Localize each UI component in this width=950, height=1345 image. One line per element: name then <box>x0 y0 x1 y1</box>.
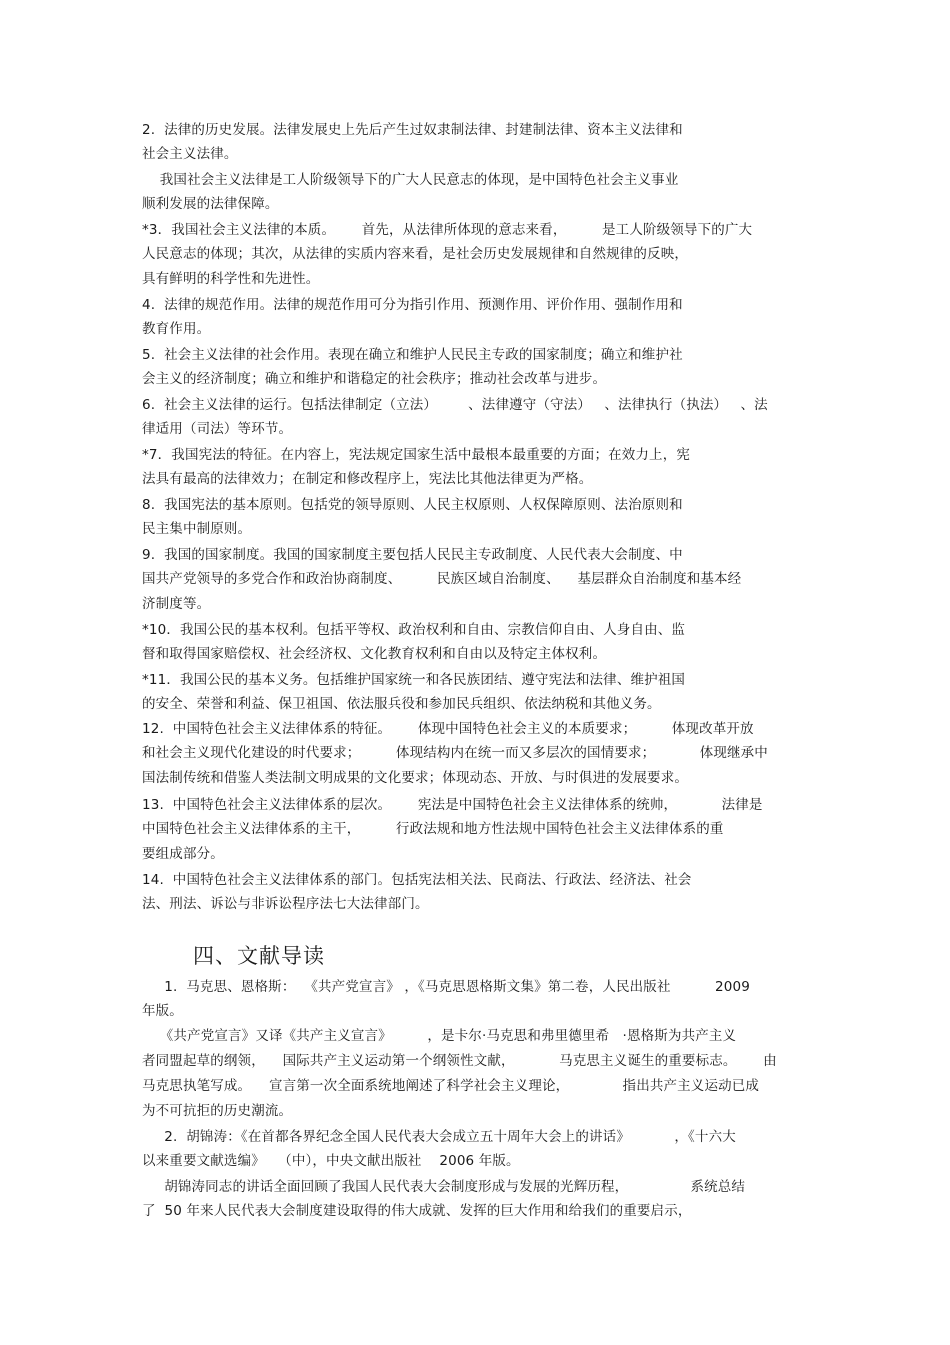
paragraph-line: 民主集中制原则。 <box>142 521 252 537</box>
paragraph-line: 我国社会主义法律是工人阶级领导下的广大人民意志的体现，是中国特色社会主义事业 <box>142 172 679 188</box>
reading-line: 者同盟起草的纲领， 国际共产主义运动第一个纲领性文献， 马克思主义诞生的重要标志。 由 <box>142 1053 777 1069</box>
paragraph-line: 13. 中国特色社会主义法律体系的层次。 宪法是中国特色社会主义法律体系的统帅， 法律是 <box>142 797 763 813</box>
paragraph-line: 社会主义法律。 <box>142 146 238 162</box>
paragraph-line: *7．我国宪法的特征。在内容上，宪法规定国家生活中最根本最重要的方面；在效力上，宪 <box>142 447 690 463</box>
paragraph-line: 国共产党领导的多党合作和政治协商制度、 民族区域自治制度、 基层群众自治制度和基本经 <box>142 571 742 587</box>
reading-line: 2. 胡锦涛：《在首都各界纪念全国人民代表大会成立五十周年大会上的讲话》 ，《十六大 <box>142 1129 736 1145</box>
reading-line: 胡锦涛同志的讲话全面回顾了我国人民代表大会制度形成与发展的光辉历程， 系统总结 <box>142 1179 746 1195</box>
paragraph-line: 5. 社会主义法律的社会作用。表现在确立和维护人民民主专政的国家制度；确立和维护社 <box>142 347 683 363</box>
paragraph-line: 中国特色社会主义法律体系的主干， 行政法规和地方性法规中国特色社会主义法律体系的重 <box>142 821 724 837</box>
paragraph-line: 人民意志的体现；其次，从法律的实质内容来看，是社会历史发展规律和自然规律的反映， <box>142 246 688 262</box>
reading-line: 年版。 <box>142 1003 183 1019</box>
paragraph-line: 教育作用。 <box>142 321 211 337</box>
paragraph-line: 14. 中国特色社会主义法律体系的部门。包括宪法相关法、民商法、行政法、经济法、社会 <box>142 872 692 888</box>
paragraph-line: 2. 法律的历史发展。法律发展史上先后产生过奴隶制法律、封建制法律、资本主义法律和 <box>142 122 683 138</box>
paragraph-line: 法、刑法、诉讼与非诉讼程序法七大法律部门。 <box>142 896 429 912</box>
paragraph-line: 济制度等。 <box>142 596 211 612</box>
paragraph-line: 4. 法律的规范作用。法律的规范作用可分为指引作用、预测作用、评价作用、强制作用和 <box>142 297 683 313</box>
paragraph-line: 12. 中国特色社会主义法律体系的特征。 体现中国特色社会主义的本质要求； 体现改革开放 <box>142 721 754 737</box>
paragraph-line: 具有鲜明的科学性和先进性。 <box>142 271 320 287</box>
paragraph-line: 法具有最高的法律效力；在制定和修改程序上，宪法比其他法律更为严格。 <box>142 471 593 487</box>
paragraph-line: 的安全、荣誉和利益、保卫祖国、依法服兵役和参加民兵组织、依法纳税和其他义务。 <box>142 696 661 712</box>
reading-line: 了 50 年来人民代表大会制度建设取得的伟大成就、发挥的巨大作用和给我们的重要启示， <box>142 1203 692 1219</box>
paragraph-line: 和社会主义现代化建设的时代要求； 体现结构内在统一而又多层次的国情要求； 体现继承中 <box>142 745 768 761</box>
paragraph-line: 要组成部分。 <box>142 846 224 862</box>
paragraph-line: 律适用（司法）等环节。 <box>142 421 293 437</box>
reading-line: 为不可抗拒的历史潮流。 <box>142 1103 293 1119</box>
paragraph-line: 8. 我国宪法的基本原则。包括党的领导原则、人民主权原则、人权保障原则、法治原则和 <box>142 497 683 513</box>
paragraph-line: 国法制传统和借鉴人类法制文明成果的文化要求；体现动态、开放、与时俱进的发展要求。 <box>142 770 688 786</box>
paragraph-line: *10．我国公民的基本权利。包括平等权、政治权利和自由、宗教信仰自由、人身自由、监 <box>142 622 686 638</box>
paragraph-line: 督和取得国家赔偿权、社会经济权、文化教育权利和自由以及特定主体权利。 <box>142 646 607 662</box>
paragraph-line: 会主义的经济制度；确立和维护和谐稳定的社会秩序；推动社会改革与进步。 <box>142 371 607 387</box>
paragraph-line: 6. 社会主义法律的运行。包括法律制定（立法） 、法律遵守（守法） 、法律执行（执法） 、法 <box>142 397 768 413</box>
paragraph-line: 9. 我国的国家制度。我国的国家制度主要包括人民民主专政制度、人民代表大会制度、中 <box>142 547 683 563</box>
reading-line: 以来重要文献选编》 （中），中央文献出版社 2006 年版。 <box>142 1153 520 1169</box>
paragraph-line: *3．我国社会主义法律的本质。 首先，从法律所体现的意志来看， 是工人阶级领导下的广大 <box>142 222 753 238</box>
paragraph-line: *11．我国公民的基本义务。包括维护国家统一和各民族团结、遵守宪法和法律、维护祖国 <box>142 672 686 688</box>
reading-line: 马克思执笔写成。 宣言第一次全面系统地阐述了科学社会主义理论， 指出共产主义运动已成 <box>142 1078 760 1094</box>
reading-line: 《共产党宣言》又译《共产主义宣言》 ，是卡尔·马克思和弗里德里希 ·恩格斯为共产主义 <box>142 1028 737 1044</box>
paragraph-line: 顺利发展的法律保障。 <box>142 196 279 212</box>
section-heading: 四、文献导读 <box>193 944 325 968</box>
reading-line: 1. 马克思、恩格斯： 《共产党宣言》 ，《马克思恩格斯文集》第二卷，人民出版社 2009 <box>142 979 750 995</box>
